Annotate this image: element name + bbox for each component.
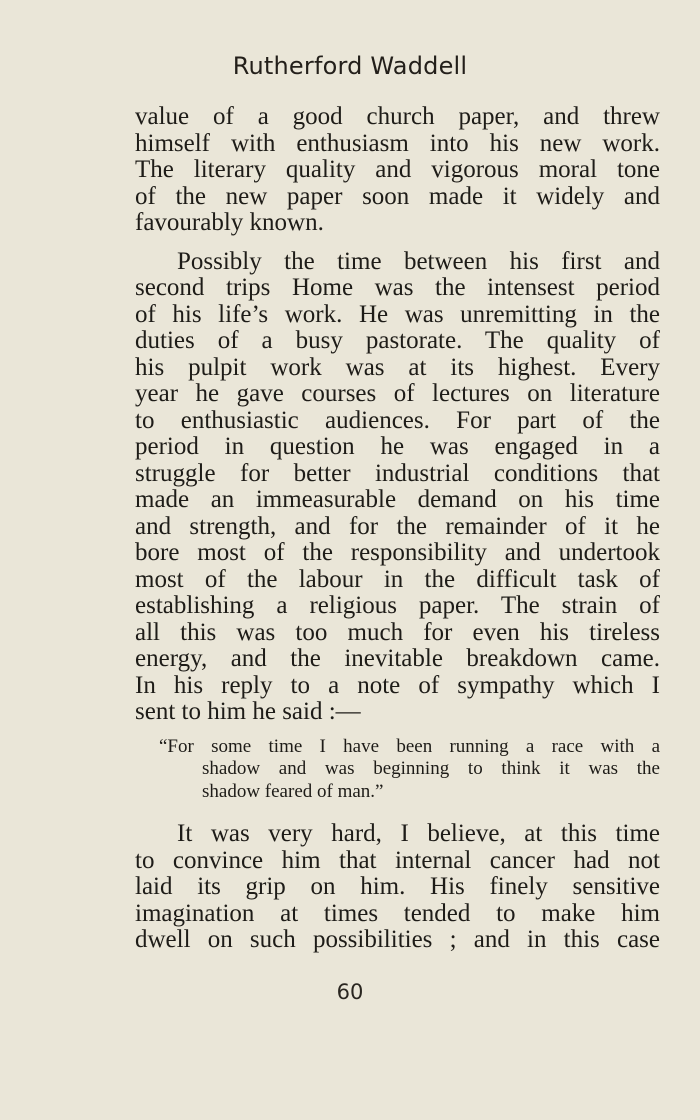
paragraph (135, 249, 660, 726)
quote-line: “For some time I have been running a race with a (159, 735, 660, 757)
text-line: struggle for better industrial conditions that (135, 459, 660, 487)
text-line: made an immeasurable demand on his time (135, 486, 660, 513)
text-line: himself with enthusiasm into his new work. (135, 129, 660, 157)
text-line: It was very hard, I believe, at this time (177, 820, 660, 847)
text-line: energy, and the inevitable breakdown came. (135, 645, 660, 672)
text-line: dwell on such possibilities ; and in this case (135, 926, 660, 953)
text-line: duties of a busy pastorate. The quality of (135, 327, 660, 354)
text-line: of the new paper soon made it widely and (135, 182, 660, 210)
text-line: to enthusiastic audiences. For part of the (135, 406, 660, 434)
text-line: all this was too much for even his tireless (135, 618, 660, 646)
text-line: of his life’s work. He was unremitting in the (135, 300, 660, 328)
text-line: establishing a religious paper. The strain of (135, 592, 660, 619)
text-line: his pulpit work was at its highest. Every (135, 353, 660, 381)
paragraph-spacer (135, 237, 660, 249)
text-line: laid its grip on him. His finely sensitive (135, 873, 660, 900)
text-line: year he gave courses of lectures on literature (135, 380, 660, 407)
text-line: most of the labour in the difficult task of (135, 565, 660, 593)
running-head-title: Rutherford Waddell (232, 52, 468, 80)
block-quote (135, 736, 660, 804)
text-line: value of a good church paper, and threw (135, 103, 660, 130)
text-line: In his reply to a note of sympathy which I (135, 671, 660, 699)
text-line: sent to him he said :— (135, 698, 361, 725)
text-line: to convince him that internal cancer had not (135, 846, 660, 874)
page-number: 60 (336, 980, 364, 1004)
text-line: The literary quality and vigorous moral tone (135, 156, 660, 183)
text-line: period in question he was engaged in a (135, 433, 660, 460)
quote-line: shadow feared of man.” (202, 780, 384, 802)
text-line: and strength, and for the remainder of it he (135, 512, 660, 540)
paragraph (135, 821, 660, 954)
text-line: imagination at times tended to make him (135, 899, 660, 927)
text-line: Possibly the time between his first and (177, 247, 660, 275)
text-line: bore most of the responsibility and undertook (135, 539, 660, 566)
text-line: second trips Home was the intensest period (135, 274, 660, 301)
body-text (135, 104, 660, 954)
quote-line: shadow and was beginning to think it was the (202, 758, 660, 779)
text-line: favourably known. (135, 209, 324, 236)
paragraph-continued (135, 104, 660, 237)
